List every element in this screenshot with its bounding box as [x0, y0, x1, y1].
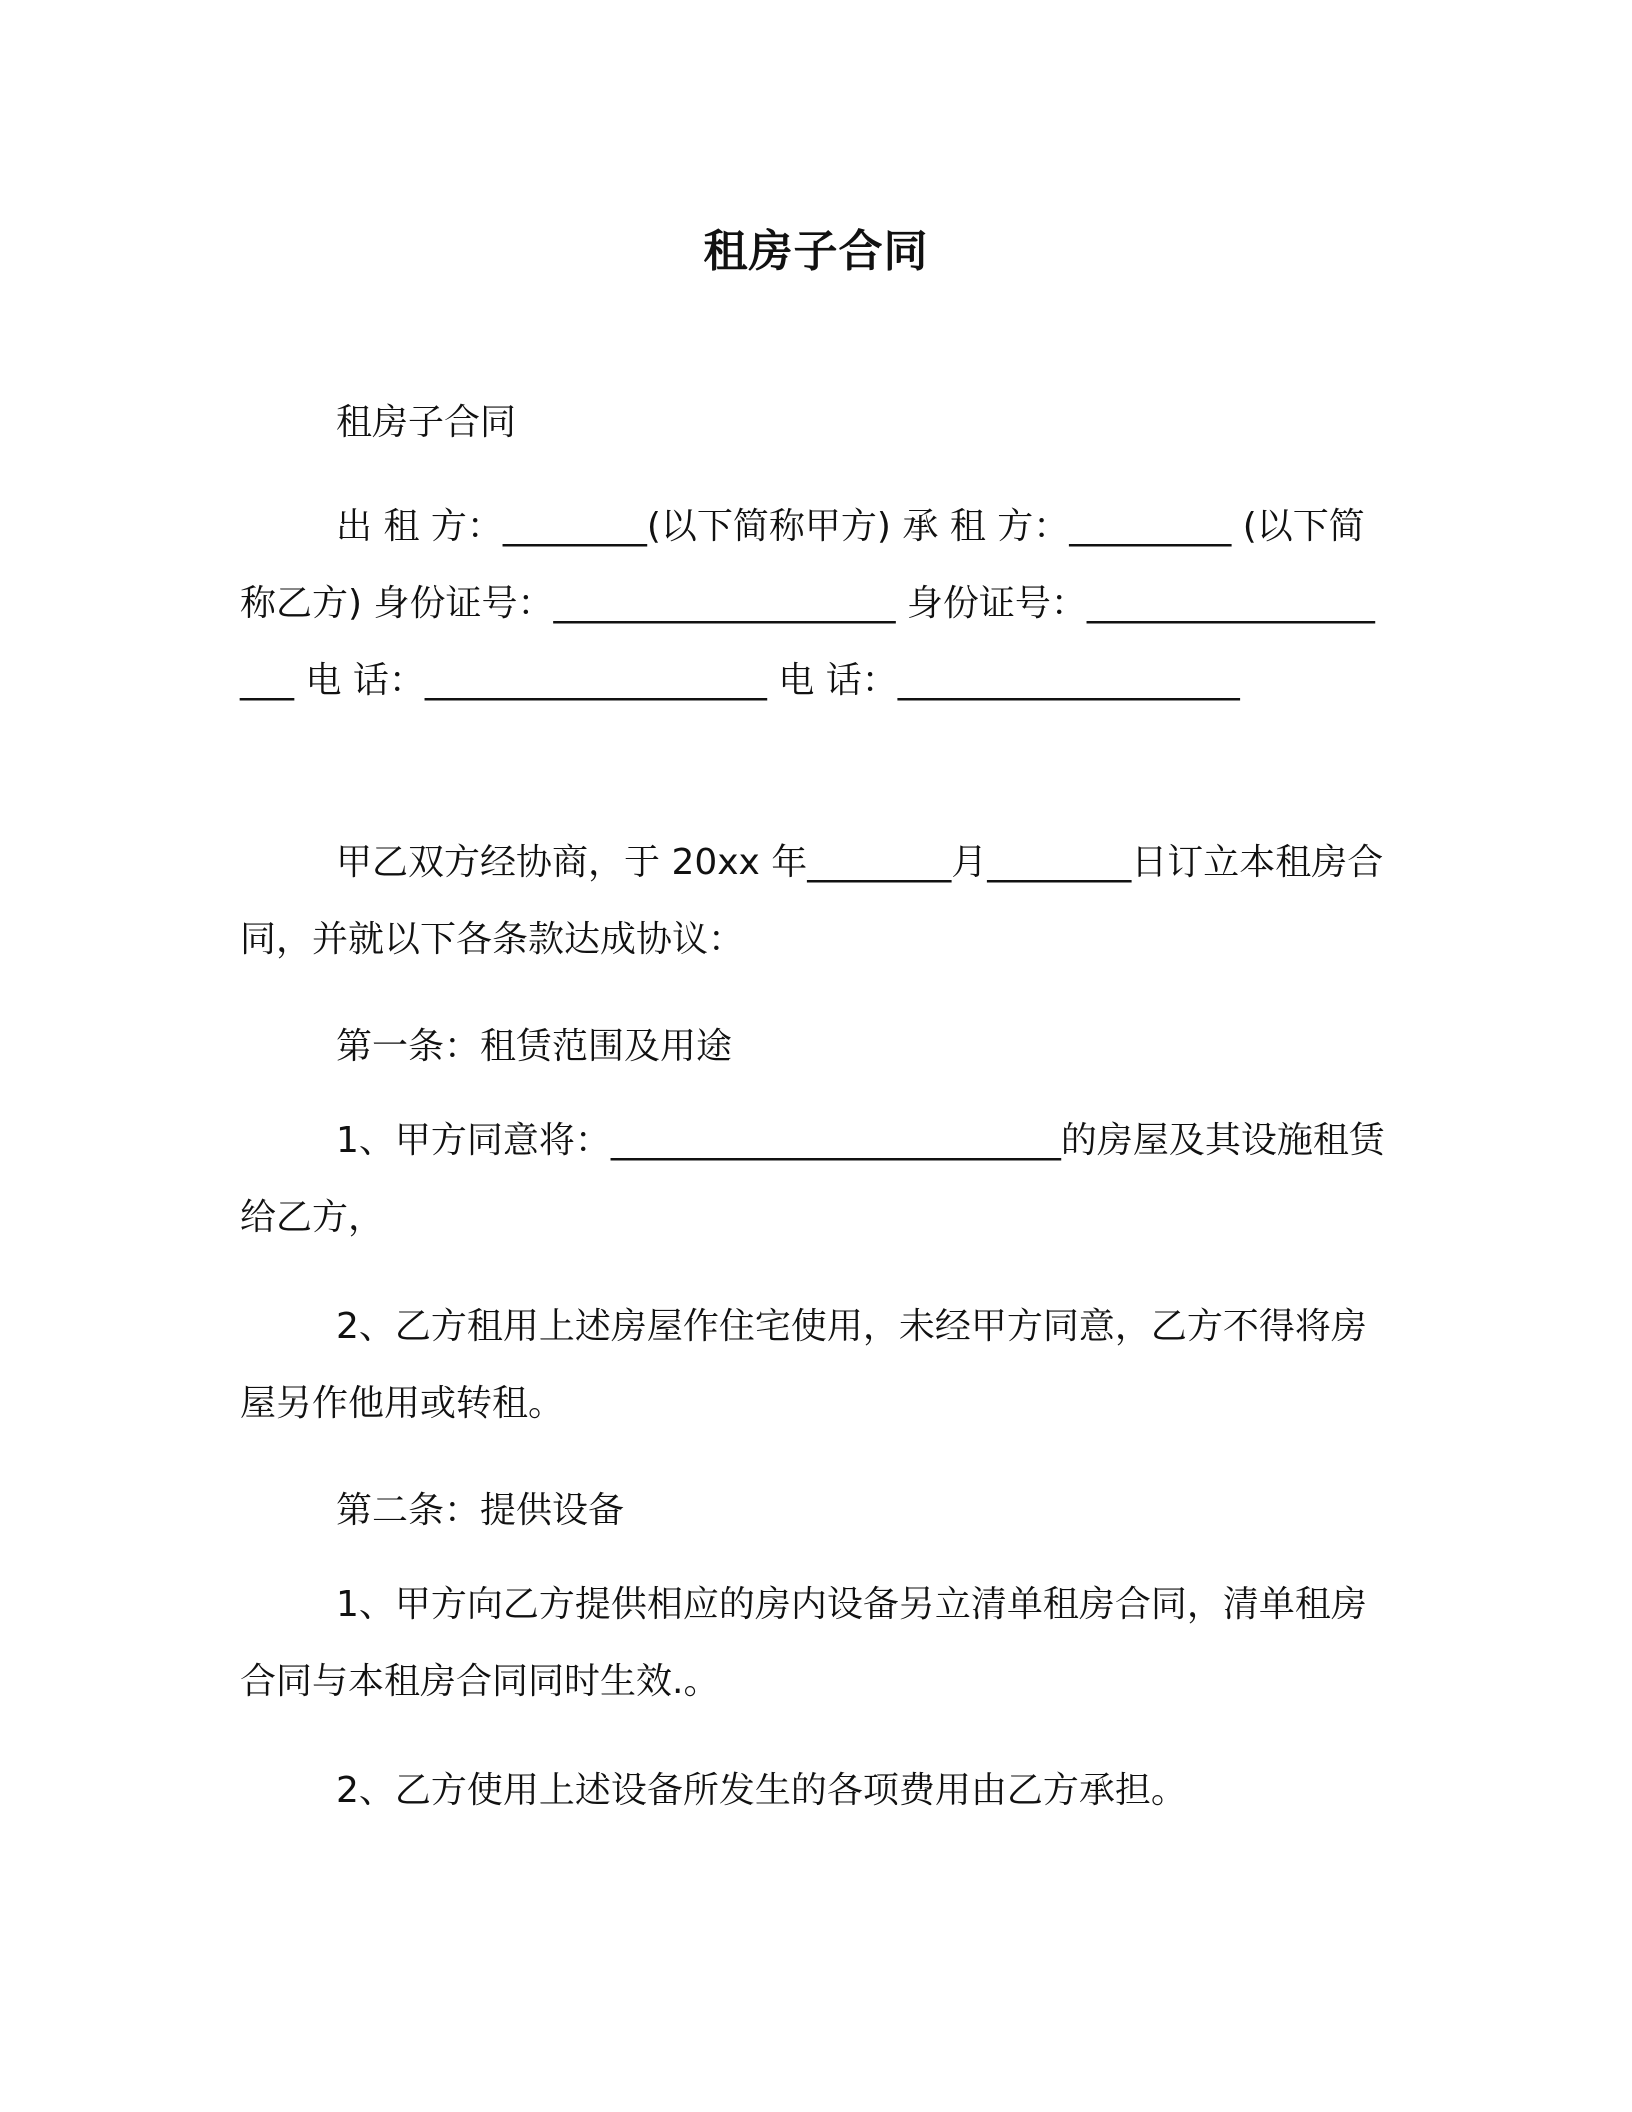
document-title: 租房子合同: [703, 226, 929, 277]
parties-paragraph: 出 租 方：________(以下简称甲方) 承 租 方：_________ (以下简称乙方) 身份证号：___________________ 身份证号：___________________ 电 话：___________________ 电 话：___________________: [240, 506, 1375, 701]
article-1-clause-1: 1、甲方同意将：_________________________的房屋及其设施租赁给乙方，: [240, 1120, 1385, 1238]
article-2-clause-1: 1、甲方向乙方提供相应的房内设备另立清单租房合同，清单租房合同与本租房合同同时生效.。: [240, 1584, 1367, 1702]
subtitle-paragraph: 租房子合同: [336, 402, 517, 443]
article-1-heading: 第一条：租赁范围及用途: [336, 1026, 733, 1067]
article-2-heading: 第二条：提供设备: [336, 1490, 625, 1531]
article-2-clause-2: 2、乙方使用上述设备所发生的各项费用由乙方承担。: [336, 1770, 1187, 1811]
article-1-clause-2: 2、乙方租用上述房屋作住宅使用，未经甲方同意，乙方不得将房屋另作他用或转租。: [240, 1306, 1367, 1424]
agreement-date-paragraph: 甲乙双方经协商，于 20xx 年________月________日订立本租房合同，并就以下各条款达成协议：: [240, 842, 1384, 960]
